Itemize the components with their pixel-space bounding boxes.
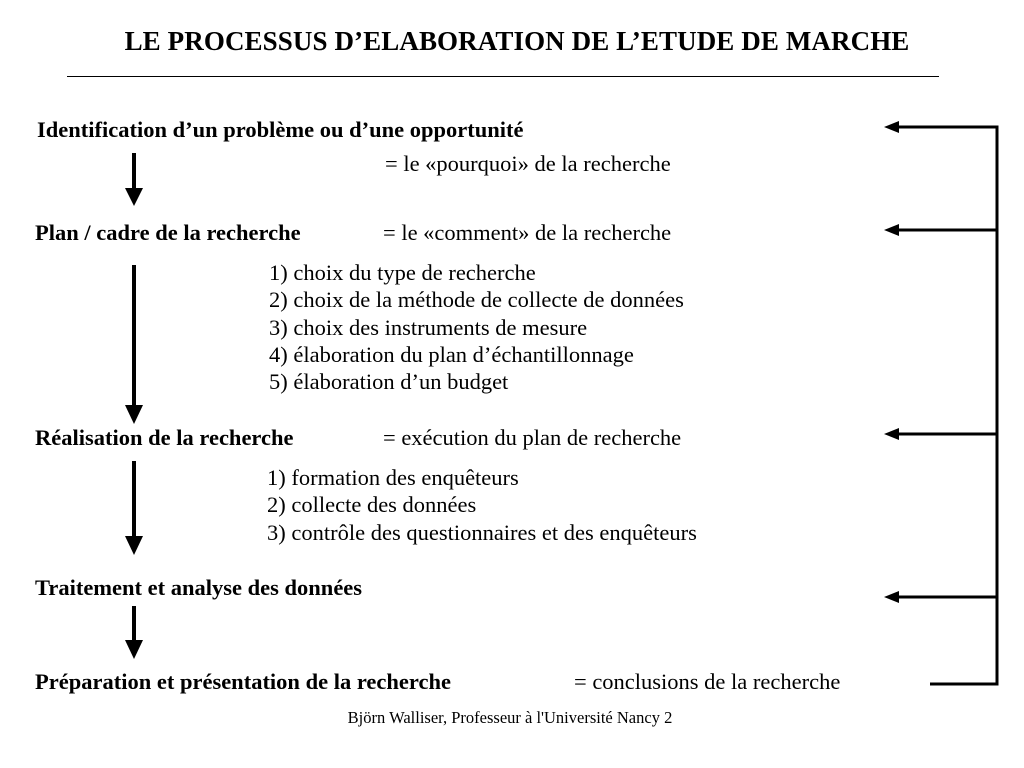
list-item: 2) collecte des données — [267, 492, 477, 518]
down-arrow-3 — [125, 461, 143, 555]
list-item: 3) choix des instruments de mesure — [269, 314, 588, 340]
list-item: 1) formation des enquêteurs — [267, 465, 519, 490]
list-item: 2) choix de la méthode de collecte de données — [269, 287, 684, 313]
step-realisation-description: = exécution du plan de recherche — [383, 425, 682, 450]
down-arrow-1 — [125, 153, 143, 206]
step-preparation-description: = conclusions de la recherche — [574, 669, 841, 694]
footer-credit: Björn Walliser, Professeur à l'Université Nancy 2 — [347, 708, 673, 727]
list-item: 1) choix du type de recherche — [269, 260, 536, 285]
down-arrow-2 — [125, 265, 143, 424]
step-plan-label: Plan / cadre de la recherche — [35, 220, 301, 245]
step-realisation-label: Réalisation de la recherche — [35, 425, 294, 450]
list-item: 4) élaboration du plan d’échantillonnage — [269, 341, 634, 367]
step-identification-description: = le «pourquoi» de la recherche — [385, 151, 671, 176]
step-identification-label: Identification d’un problème ou d’une opportunité — [37, 117, 524, 142]
down-arrow-4 — [125, 606, 143, 659]
step-traitement-label: Traitement et analyse des données — [35, 575, 363, 600]
feedback-loop — [884, 121, 997, 684]
list-item: 5) élaboration d’un budget — [269, 369, 509, 395]
list-item: 3) contrôle des questionnaires et des enquêteurs — [267, 519, 697, 545]
step-plan-description: = le «comment» de la recherche — [383, 220, 672, 245]
page-title: LE PROCESSUS D’ELABORATION DE L’ETUDE DE MARCHE — [124, 26, 910, 56]
step-preparation-label: Préparation et présentation de la recherche — [35, 669, 451, 694]
